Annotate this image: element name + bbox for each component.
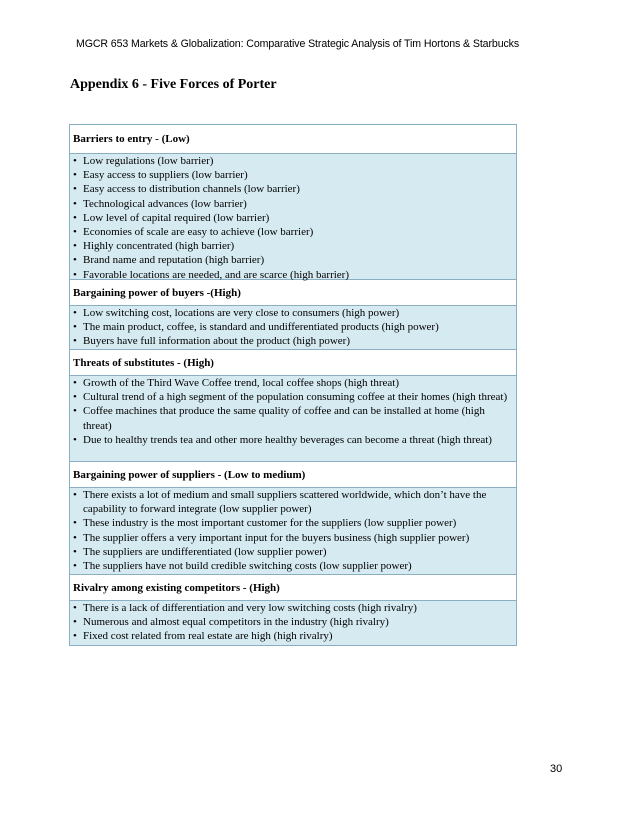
page-header: MGCR 653 Markets & Globalization: Comparative Strategic Analysis of Tim Hortons & Starbucks [76, 38, 520, 50]
bullet-icon: • [73, 531, 77, 544]
section-body-threats-of-substitutes [70, 376, 516, 462]
bullet-icon: • [73, 433, 77, 446]
section-heading-bargaining-power-of-suppliers: Bargaining power of suppliers - (Low to medium) [70, 462, 516, 488]
section-heading-rivalry-among-competitors: Rivalry among existing competitors - (High) [70, 575, 516, 601]
list-item: • Cultural trend of a high segment of the population consuming coffee at their homes (high threat) [73, 391, 508, 404]
section-heading-barriers-to-entry: Barriers to entry - (Low) [70, 125, 516, 154]
bullet-icon: • [73, 240, 77, 253]
list-item: • These industry is the most important customer for the suppliers (low supplier power) [73, 517, 457, 530]
list-item: • Favorable locations are needed, and are scarce (high barrier) [73, 268, 349, 281]
bullet-icon: • [73, 211, 77, 224]
list-item: • The suppliers have not build credible switching costs (low supplier power) [73, 560, 412, 573]
bullet-icon: • [73, 616, 77, 629]
bullet-icon: • [73, 183, 77, 196]
bullet-icon: • [73, 377, 77, 389]
section-heading-bargaining-power-of-buyers: Bargaining power of buyers -(High) [70, 280, 516, 306]
bullet-icon: • [73, 489, 77, 501]
list-item: • Easy access to suppliers (low barrier) [73, 169, 248, 182]
bullet-icon: • [73, 321, 77, 334]
bullet-icon: • [73, 335, 77, 348]
bullet-icon: • [73, 197, 77, 210]
list-item: • The suppliers are undifferentiated (low supplier power) [73, 545, 327, 558]
list-item: • Low switching cost, locations are very close to consumers (high power) [73, 307, 400, 319]
list-item: • Growth of the Third Wave Coffee trend, local coffee shops (high threat) [73, 377, 399, 389]
section-body-barriers-to-entry [70, 154, 516, 280]
bullet-icon: • [73, 602, 77, 614]
list-item: • The main product, coffee, is standard and undifferentiated products (high power) [73, 321, 439, 334]
section-body-bargaining-power-of-suppliers [70, 488, 516, 575]
list-item: • Low regulations (low barrier) [73, 155, 214, 167]
list-item: • Highly concentrated (high barrier) [73, 240, 235, 253]
list-item: • Easy access to distribution channels (low barrier) [73, 183, 300, 196]
bullet-icon: • [73, 391, 77, 404]
bullet-icon: • [73, 560, 77, 573]
list-item: • Coffee machines that produce the same quality of coffee and can be installed at home (high threat) [73, 405, 485, 432]
bullet-icon: • [73, 517, 77, 530]
page-number: 30 [550, 763, 563, 775]
list-item: • Due to healthy trends tea and other more healthy beverages can become a threat (high threat) [73, 433, 492, 446]
list-item: • Economies of scale are easy to achieve (low barrier) [73, 226, 314, 239]
bullet-icon: • [73, 545, 77, 558]
list-item: • There is a lack of differentiation and very low switching costs (high rivalry) [73, 602, 417, 614]
section-body-rivalry-among-competitors [70, 601, 516, 645]
page-title: Appendix 6 - Five Forces of Porter [70, 77, 277, 92]
list-item: • Fixed cost related from real estate are high (high rivalry) [73, 630, 333, 643]
bullet-icon: • [73, 405, 77, 418]
bullet-icon: • [73, 254, 77, 267]
list-item: • Buyers have full information about the product (high power) [73, 335, 350, 348]
list-item: • Brand name and reputation (high barrier) [73, 254, 265, 267]
list-item: • Low level of capital required (low barrier) [73, 211, 270, 224]
bullet-icon: • [73, 155, 77, 167]
section-body-bargaining-power-of-buyers [70, 306, 516, 350]
bullet-icon: • [73, 169, 77, 182]
list-item: • The supplier offers a very important input for the buyers business (high supplier power) [73, 531, 470, 544]
bullet-icon: • [73, 630, 77, 643]
bullet-icon: • [73, 307, 77, 319]
list-item: • Technological advances (low barrier) [73, 197, 247, 210]
section-heading-threats-of-substitutes: Threats of substitutes - (High) [70, 350, 516, 376]
bullet-icon: • [73, 268, 77, 281]
list-item: • There exists a lot of medium and small suppliers scattered worldwide, which don’t have the capability to forward integrate (low supplier power) [73, 489, 487, 516]
bullet-icon: • [73, 226, 77, 239]
five-forces-table [69, 124, 517, 646]
list-item: • Numerous and almost equal competitors in the industry (high rivalry) [73, 616, 389, 629]
